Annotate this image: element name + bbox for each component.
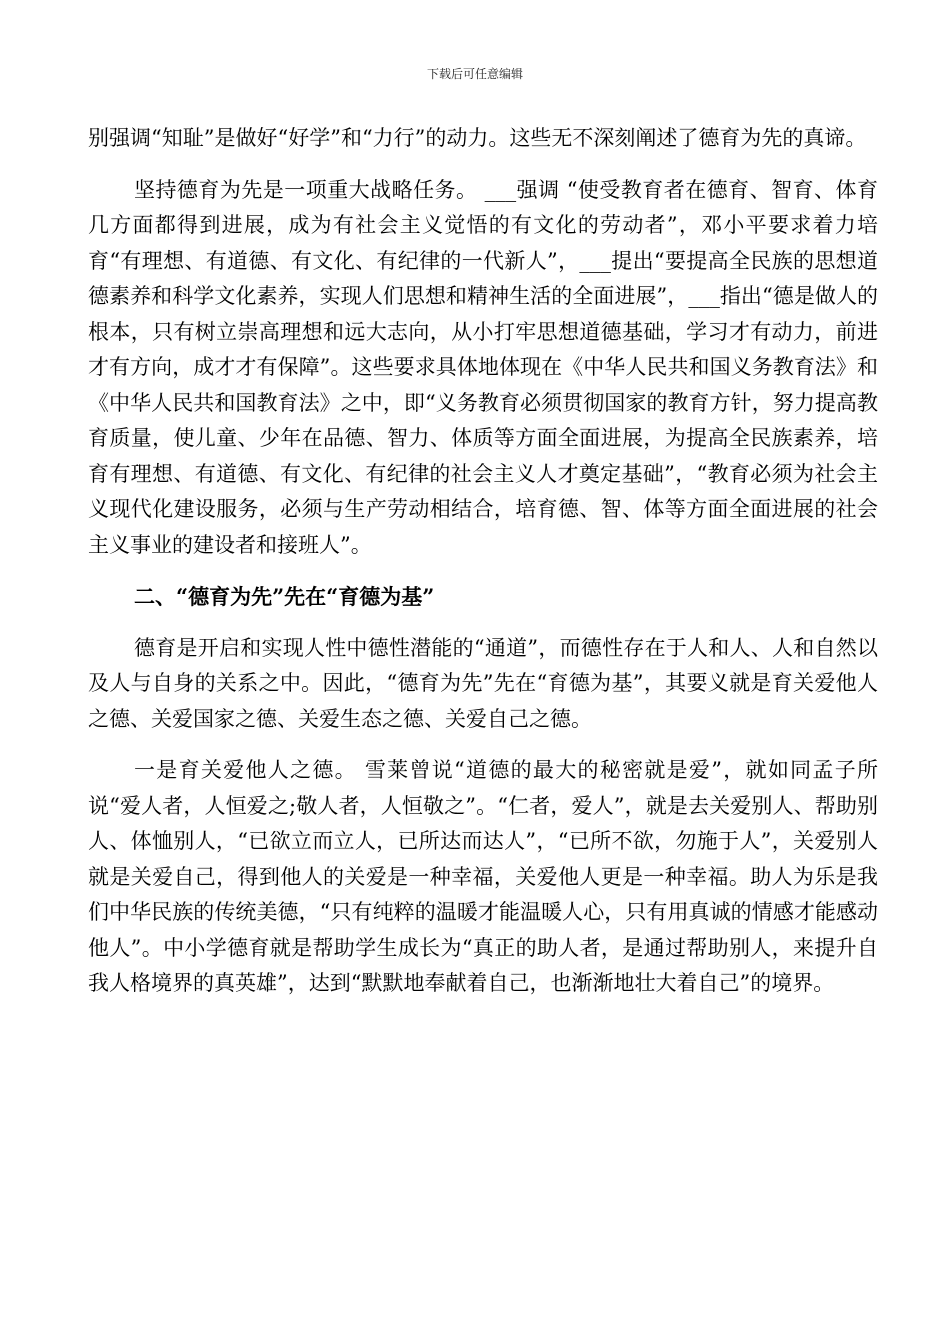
page-header: 下载后可任意编辑: [426, 67, 523, 81]
paragraph-continuation: 别强调“知耻”是做好“好学”和“力行”的动力。这些无不深刻阐述了德育为先的真谛。: [88, 126, 867, 150]
paragraph-moral-education-strategy: 坚持德育为先是一项重大战略任务。 ___强调 “使受教育者在德育、智育、体育几方面都得到进展，成为有社会主义觉悟的有文化的劳动者”，邓小平要求着力培育“有理想、有道德、有文化、有纪律的一代新人”，___提出“要提高全民族的思想道德素养和科学文化素养，实现人们思想和精神生活的全面进展”，___指出“德是做人的根本，只有树立崇高理想和远大志向，从小打牢思想道德基础，学习才有动力，前进才有方向，成才才有保障”。这些要求具体地体现在《中华人民共和国义务教育法》和《中华人民共和国教育法》之中，即“义务教育必须贯彻国家的教育方针，努力提高教育质量，使儿童、少年在品德、智力、体质等方面全面进展，为提高全民族素养，培育有理想、有道德、有文化、有纪律的社会主义人才奠定基础”，“教育必须为社会主义现代化建设服务，必须与生产劳动相结合，培育德、智、体等方面全面进展的社会主义事业的建设者和接班人”。: [88, 177, 878, 557]
section-heading: 二、“德育为先”先在“育德为基”: [134, 584, 435, 609]
paragraph-moral-foundation: 德育是开启和实现人性中德性潜能的“通道”，而德性存在于人和人、人和自然以及人与自身的关系之中。因此，“德育为先”先在“育德为基”，其要义就是育关爱他人之德、关爱国家之德、关爱生态之德、关爱自己之德。: [88, 635, 878, 731]
document-body: [88, 121, 878, 1002]
paragraph-care-for-others: 一是育关爱他人之德。 雪莱曾说“道德的最大的秘密就是爱”，就如同孟子所说“爱人者，人恒爱之;敬人者，人恒敬之”。“仁者，爱人”，就是去关爱别人、帮助别人、体恤别人，“已欲立而立人，已所达而达人”，“已所不欲，勿施于人”，关爱别人就是关爱自己，得到他人的关爱是一种幸福，关爱他人更是一种幸福。助人为乐是我们中华民族的传统美德，“只有纯粹的温暖才能温暖人心，只有用真诚的情感才能感动他人”。中小学德育就是帮助学生成长为“真正的助人者，是通过帮助别人，来提升自我人格境界的真英雄”，达到“默默地奉献着自己，也渐渐地壮大着自己”的境界。: [88, 758, 878, 995]
